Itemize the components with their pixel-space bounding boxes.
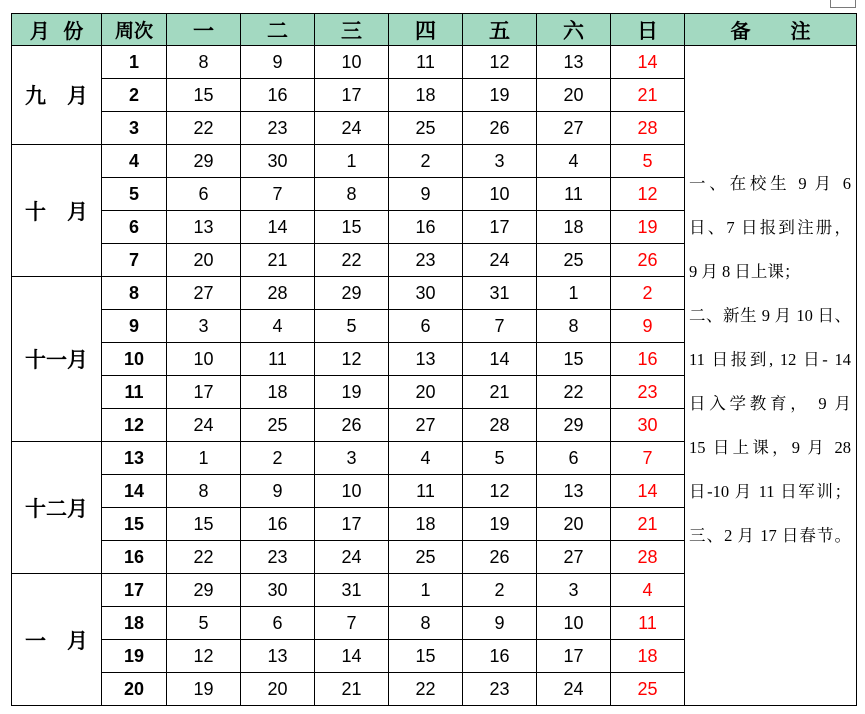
weekday-header-fri: 五 bbox=[463, 14, 537, 46]
day-thu: 11 bbox=[389, 46, 463, 79]
day-mon: 8 bbox=[167, 46, 241, 79]
note-line: 日入学教育， 9 月 bbox=[689, 394, 851, 413]
day-sat: 24 bbox=[537, 673, 611, 706]
day-fri: 7 bbox=[463, 310, 537, 343]
weekday-header-thu: 四 bbox=[389, 14, 463, 46]
day-mon: 29 bbox=[167, 145, 241, 178]
day-thu: 27 bbox=[389, 409, 463, 442]
day-tue: 18 bbox=[241, 376, 315, 409]
day-mon: 22 bbox=[167, 112, 241, 145]
day-mon: 15 bbox=[167, 508, 241, 541]
day-sun: 7 bbox=[611, 442, 685, 475]
day-tue: 28 bbox=[241, 277, 315, 310]
day-sat: 22 bbox=[537, 376, 611, 409]
note-line: 日-10 月 11 日军训； bbox=[689, 482, 851, 501]
day-sat: 13 bbox=[537, 46, 611, 79]
day-thu: 18 bbox=[389, 79, 463, 112]
day-tue: 21 bbox=[241, 244, 315, 277]
day-fri: 23 bbox=[463, 673, 537, 706]
day-sat: 27 bbox=[537, 112, 611, 145]
day-tue: 9 bbox=[241, 46, 315, 79]
day-fri: 17 bbox=[463, 211, 537, 244]
day-fri: 2 bbox=[463, 574, 537, 607]
week-number: 18 bbox=[102, 607, 167, 640]
day-fri: 31 bbox=[463, 277, 537, 310]
day-sat: 1 bbox=[537, 277, 611, 310]
week-number: 3 bbox=[102, 112, 167, 145]
weekday-header-sun: 日 bbox=[611, 14, 685, 46]
day-sat: 18 bbox=[537, 211, 611, 244]
day-thu: 11 bbox=[389, 475, 463, 508]
day-sun: 30 bbox=[611, 409, 685, 442]
day-tue: 2 bbox=[241, 442, 315, 475]
day-sun: 11 bbox=[611, 607, 685, 640]
day-wed: 14 bbox=[315, 640, 389, 673]
weekday-header-mon: 一 bbox=[167, 14, 241, 46]
header-row bbox=[12, 14, 857, 46]
day-tue: 23 bbox=[241, 112, 315, 145]
day-wed: 10 bbox=[315, 46, 389, 79]
day-thu: 9 bbox=[389, 178, 463, 211]
week-number: 11 bbox=[102, 376, 167, 409]
day-tue: 7 bbox=[241, 178, 315, 211]
week-number: 13 bbox=[102, 442, 167, 475]
day-wed: 7 bbox=[315, 607, 389, 640]
day-mon: 6 bbox=[167, 178, 241, 211]
day-sat: 27 bbox=[537, 541, 611, 574]
day-tue: 16 bbox=[241, 508, 315, 541]
day-mon: 10 bbox=[167, 343, 241, 376]
day-tue: 25 bbox=[241, 409, 315, 442]
day-fri: 16 bbox=[463, 640, 537, 673]
day-wed: 24 bbox=[315, 541, 389, 574]
day-sat: 29 bbox=[537, 409, 611, 442]
week-number: 14 bbox=[102, 475, 167, 508]
day-wed: 10 bbox=[315, 475, 389, 508]
day-fri: 26 bbox=[463, 112, 537, 145]
day-thu: 25 bbox=[389, 541, 463, 574]
month-label: 九 月 bbox=[12, 46, 102, 145]
day-sat: 4 bbox=[537, 145, 611, 178]
day-tue: 6 bbox=[241, 607, 315, 640]
day-fri: 28 bbox=[463, 409, 537, 442]
day-tue: 16 bbox=[241, 79, 315, 112]
week-number: 4 bbox=[102, 145, 167, 178]
week-number: 20 bbox=[102, 673, 167, 706]
day-sat: 15 bbox=[537, 343, 611, 376]
day-thu: 13 bbox=[389, 343, 463, 376]
day-mon: 1 bbox=[167, 442, 241, 475]
day-sat: 25 bbox=[537, 244, 611, 277]
day-mon: 29 bbox=[167, 574, 241, 607]
day-sun: 14 bbox=[611, 475, 685, 508]
day-fri: 5 bbox=[463, 442, 537, 475]
day-thu: 8 bbox=[389, 607, 463, 640]
week-number: 16 bbox=[102, 541, 167, 574]
day-sun: 18 bbox=[611, 640, 685, 673]
day-sat: 6 bbox=[537, 442, 611, 475]
week-number: 12 bbox=[102, 409, 167, 442]
day-wed: 24 bbox=[315, 112, 389, 145]
day-wed: 31 bbox=[315, 574, 389, 607]
day-wed: 15 bbox=[315, 211, 389, 244]
day-wed: 12 bbox=[315, 343, 389, 376]
day-sun: 21 bbox=[611, 508, 685, 541]
day-wed: 3 bbox=[315, 442, 389, 475]
week-number: 7 bbox=[102, 244, 167, 277]
day-mon: 12 bbox=[167, 640, 241, 673]
day-thu: 20 bbox=[389, 376, 463, 409]
day-mon: 15 bbox=[167, 79, 241, 112]
day-sat: 10 bbox=[537, 607, 611, 640]
day-fri: 14 bbox=[463, 343, 537, 376]
day-mon: 5 bbox=[167, 607, 241, 640]
month-label: 十 月 bbox=[12, 145, 102, 277]
day-thu: 15 bbox=[389, 640, 463, 673]
note-line: 15 日上课，9 月 28 bbox=[689, 438, 851, 457]
day-thu: 16 bbox=[389, 211, 463, 244]
note-line: 9 月 8 日上课； bbox=[689, 262, 801, 281]
day-mon: 8 bbox=[167, 475, 241, 508]
notes-cell bbox=[685, 46, 857, 706]
day-tue: 30 bbox=[241, 574, 315, 607]
day-tue: 23 bbox=[241, 541, 315, 574]
day-thu: 23 bbox=[389, 244, 463, 277]
week-number: 5 bbox=[102, 178, 167, 211]
day-fri: 3 bbox=[463, 145, 537, 178]
day-wed: 21 bbox=[315, 673, 389, 706]
day-mon: 17 bbox=[167, 376, 241, 409]
day-sun: 5 bbox=[611, 145, 685, 178]
corner-box bbox=[830, 0, 856, 8]
day-mon: 19 bbox=[167, 673, 241, 706]
day-fri: 19 bbox=[463, 508, 537, 541]
day-wed: 22 bbox=[315, 244, 389, 277]
day-fri: 19 bbox=[463, 79, 537, 112]
week-number: 1 bbox=[102, 46, 167, 79]
month-header: 月 份 bbox=[12, 14, 102, 46]
day-tue: 4 bbox=[241, 310, 315, 343]
day-tue: 20 bbox=[241, 673, 315, 706]
month-label: 十一月 bbox=[12, 277, 102, 442]
week-number: 19 bbox=[102, 640, 167, 673]
day-tue: 13 bbox=[241, 640, 315, 673]
day-sat: 3 bbox=[537, 574, 611, 607]
day-thu: 2 bbox=[389, 145, 463, 178]
week-row bbox=[12, 46, 857, 79]
day-wed: 17 bbox=[315, 79, 389, 112]
day-sun: 19 bbox=[611, 211, 685, 244]
weekday-header-wed: 三 bbox=[315, 14, 389, 46]
week-number: 6 bbox=[102, 211, 167, 244]
week-number: 2 bbox=[102, 79, 167, 112]
day-sat: 8 bbox=[537, 310, 611, 343]
day-thu: 1 bbox=[389, 574, 463, 607]
day-tue: 14 bbox=[241, 211, 315, 244]
week-header: 周次 bbox=[102, 14, 167, 46]
weekday-header-tue: 二 bbox=[241, 14, 315, 46]
day-mon: 13 bbox=[167, 211, 241, 244]
weekday-header-sat: 六 bbox=[537, 14, 611, 46]
day-sun: 14 bbox=[611, 46, 685, 79]
note-line: 一、在校生 9 月 6 bbox=[689, 174, 851, 193]
day-sat: 11 bbox=[537, 178, 611, 211]
day-mon: 27 bbox=[167, 277, 241, 310]
week-number: 15 bbox=[102, 508, 167, 541]
day-fri: 12 bbox=[463, 475, 537, 508]
day-sat: 20 bbox=[537, 508, 611, 541]
day-sun: 21 bbox=[611, 79, 685, 112]
day-thu: 30 bbox=[389, 277, 463, 310]
day-sun: 28 bbox=[611, 541, 685, 574]
day-thu: 18 bbox=[389, 508, 463, 541]
day-sat: 17 bbox=[537, 640, 611, 673]
day-mon: 22 bbox=[167, 541, 241, 574]
day-wed: 29 bbox=[315, 277, 389, 310]
week-number: 9 bbox=[102, 310, 167, 343]
day-thu: 4 bbox=[389, 442, 463, 475]
day-sat: 13 bbox=[537, 475, 611, 508]
day-fri: 12 bbox=[463, 46, 537, 79]
day-sun: 16 bbox=[611, 343, 685, 376]
note-line: 日、7 日报到注册， bbox=[689, 218, 851, 237]
day-sun: 26 bbox=[611, 244, 685, 277]
day-wed: 17 bbox=[315, 508, 389, 541]
day-tue: 9 bbox=[241, 475, 315, 508]
note-line: 三、2 月 17 日春节。 bbox=[689, 526, 851, 545]
day-sun: 25 bbox=[611, 673, 685, 706]
day-wed: 8 bbox=[315, 178, 389, 211]
day-wed: 1 bbox=[315, 145, 389, 178]
day-wed: 26 bbox=[315, 409, 389, 442]
academic-calendar-table bbox=[11, 13, 857, 706]
day-sun: 28 bbox=[611, 112, 685, 145]
week-number: 8 bbox=[102, 277, 167, 310]
day-thu: 6 bbox=[389, 310, 463, 343]
month-label: 一 月 bbox=[12, 574, 102, 706]
day-sun: 23 bbox=[611, 376, 685, 409]
day-mon: 24 bbox=[167, 409, 241, 442]
day-tue: 30 bbox=[241, 145, 315, 178]
day-fri: 9 bbox=[463, 607, 537, 640]
day-fri: 10 bbox=[463, 178, 537, 211]
notes-header: 备 注 bbox=[685, 14, 857, 46]
day-tue: 11 bbox=[241, 343, 315, 376]
week-number: 17 bbox=[102, 574, 167, 607]
day-sun: 12 bbox=[611, 178, 685, 211]
day-thu: 25 bbox=[389, 112, 463, 145]
day-wed: 5 bbox=[315, 310, 389, 343]
month-label: 十二月 bbox=[12, 442, 102, 574]
day-sat: 20 bbox=[537, 79, 611, 112]
day-fri: 24 bbox=[463, 244, 537, 277]
day-sun: 9 bbox=[611, 310, 685, 343]
day-mon: 3 bbox=[167, 310, 241, 343]
day-thu: 22 bbox=[389, 673, 463, 706]
day-sun: 2 bbox=[611, 277, 685, 310]
day-mon: 20 bbox=[167, 244, 241, 277]
day-fri: 26 bbox=[463, 541, 537, 574]
day-fri: 21 bbox=[463, 376, 537, 409]
day-wed: 19 bbox=[315, 376, 389, 409]
note-line: 二、新生 9 月 10 日、 bbox=[689, 306, 851, 325]
note-line: 11 日报到, 12 日- 14 bbox=[689, 350, 851, 369]
week-number: 10 bbox=[102, 343, 167, 376]
day-sun: 4 bbox=[611, 574, 685, 607]
